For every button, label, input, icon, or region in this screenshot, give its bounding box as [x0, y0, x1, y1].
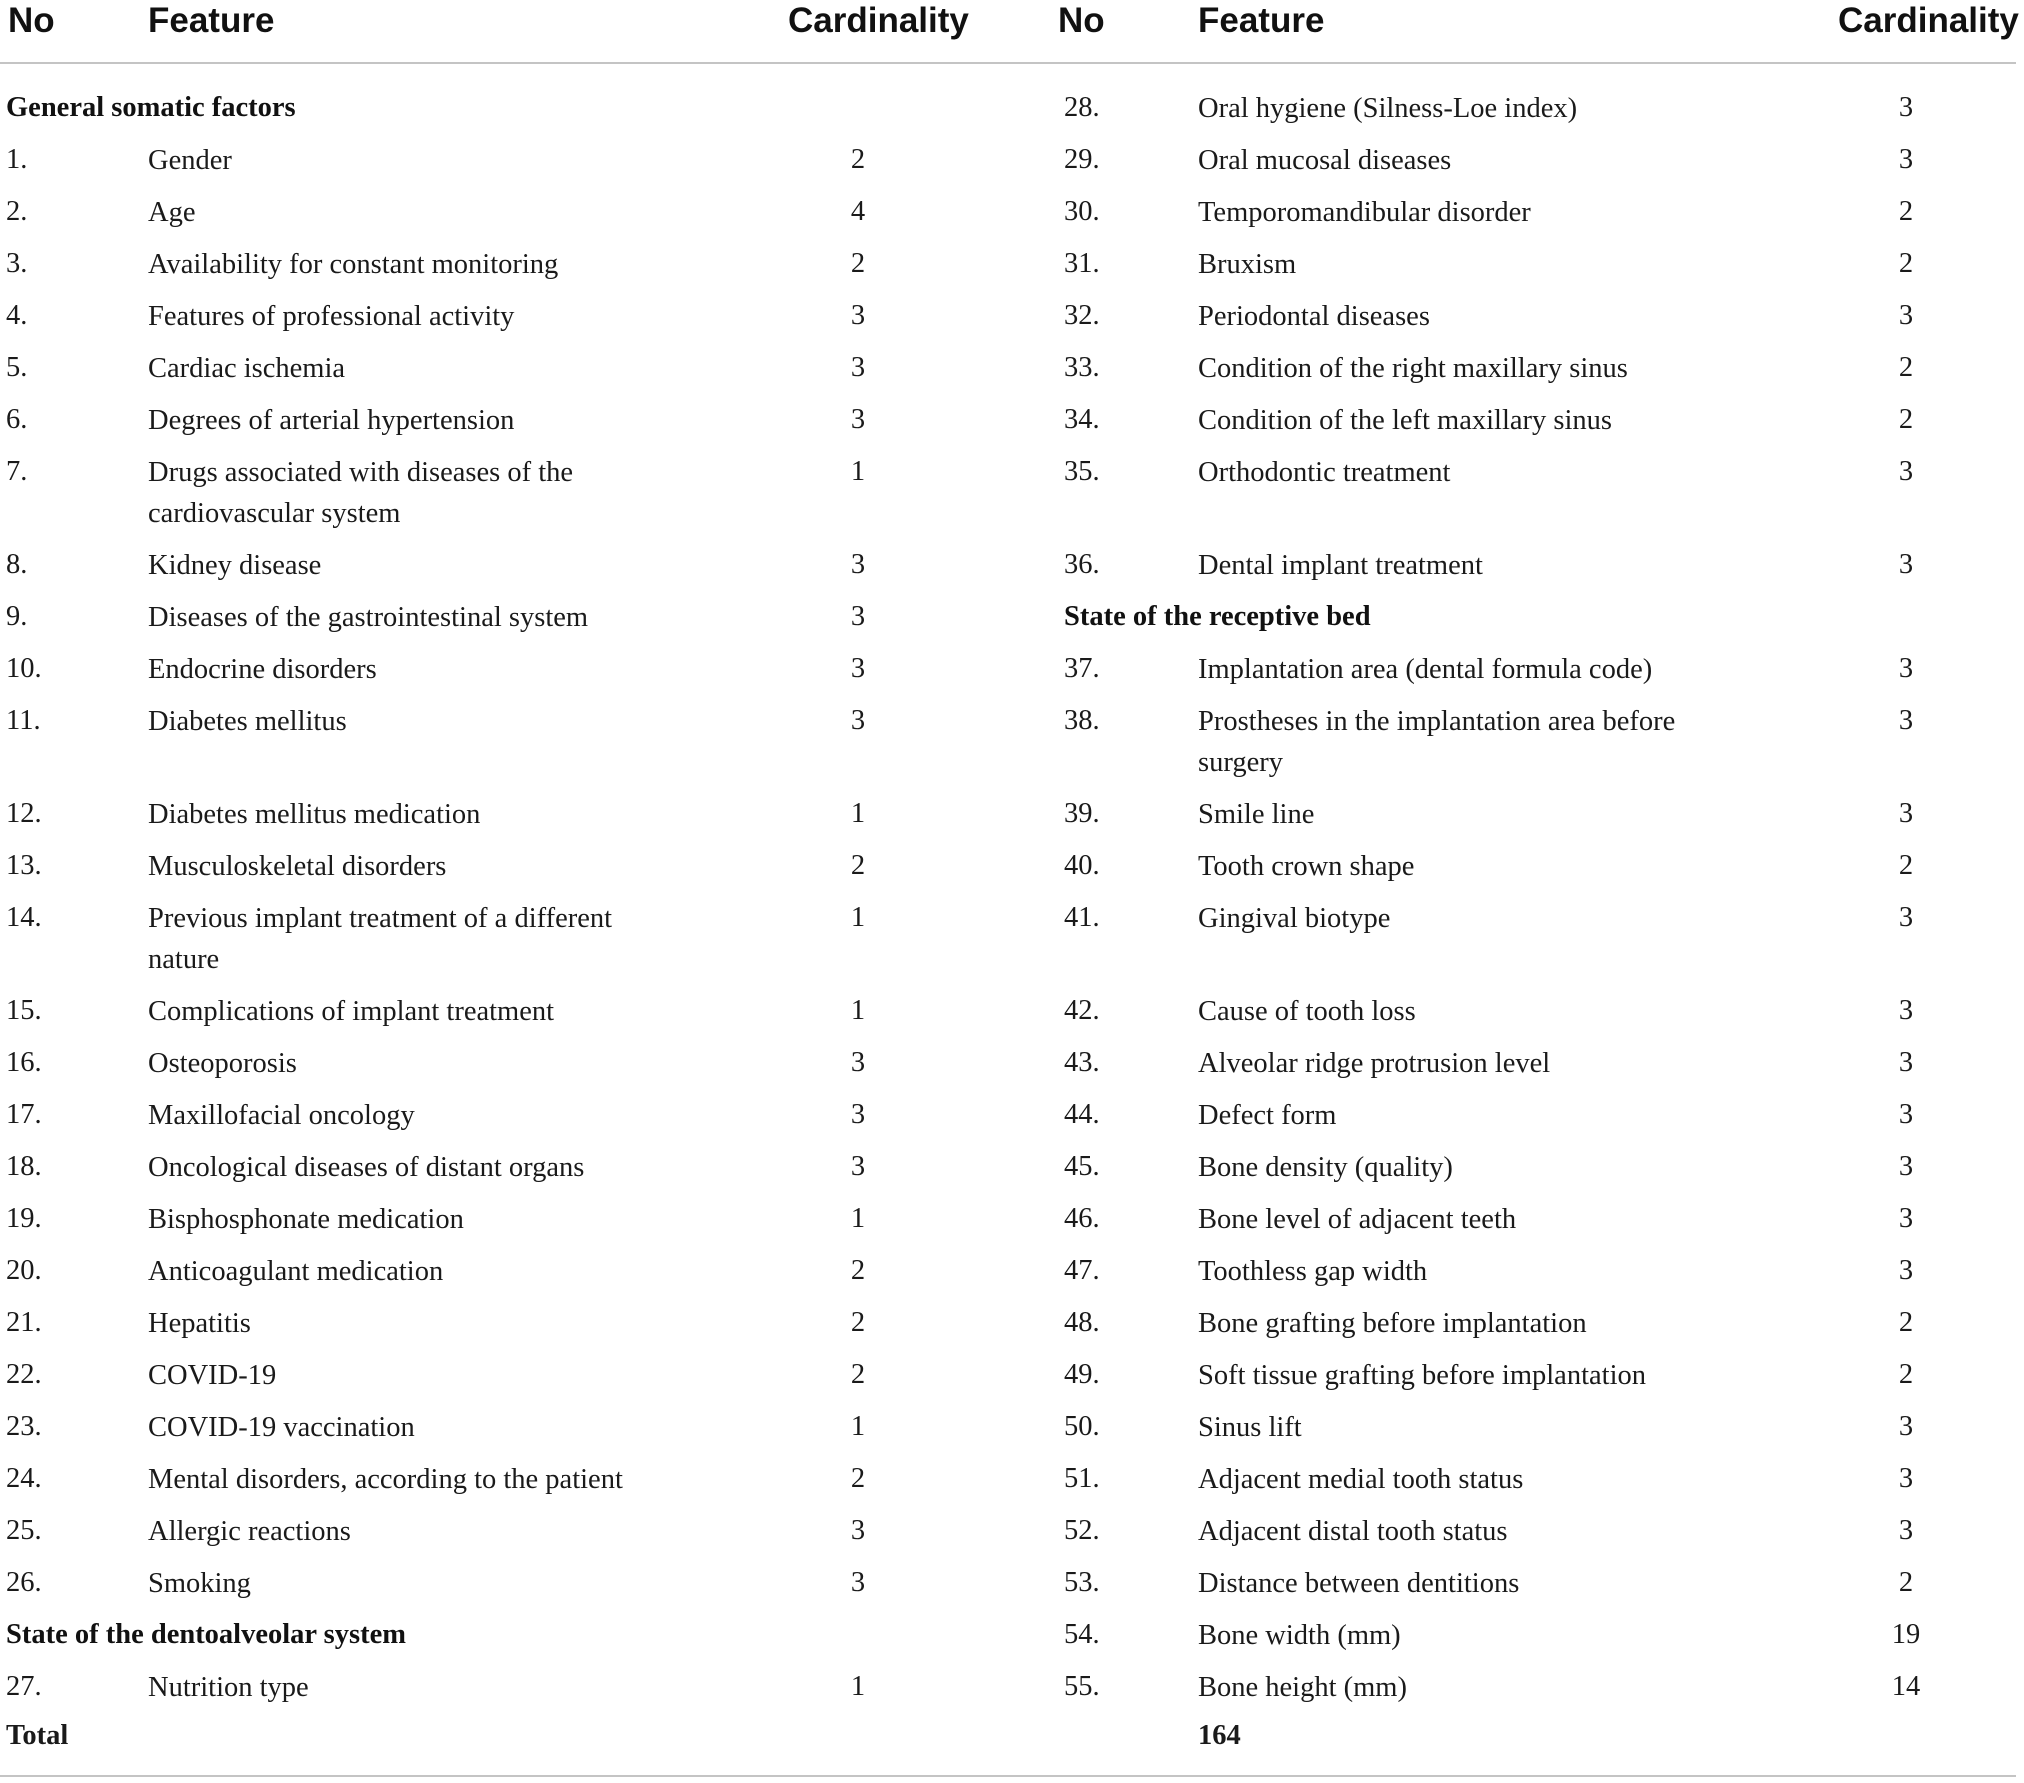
row-cardinality: 3	[850, 1515, 866, 1546]
row-number: 49.	[1064, 1359, 1100, 1390]
row-cardinality: 3	[850, 1047, 866, 1078]
row-feature: Maxillofacial oncology	[148, 1100, 415, 1131]
row-cardinality: 2	[850, 1359, 866, 1390]
row-number: 9.	[6, 601, 28, 632]
header-no-right: No	[1058, 1, 1105, 40]
row-feature: Orthodontic treatment	[1198, 457, 1451, 488]
bottom-rule	[0, 1775, 2016, 1777]
total-value: 164	[1198, 1720, 1241, 1751]
row-cardinality: 1	[850, 995, 866, 1026]
row-feature: Sinus lift	[1198, 1412, 1302, 1443]
row-cardinality: 2	[850, 144, 866, 175]
row-feature: Allergic reactions	[148, 1516, 351, 1547]
row-feature: Complications of implant treatment	[148, 996, 555, 1027]
row-number: 37.	[1064, 653, 1100, 684]
row-cardinality: 3	[1898, 92, 1914, 123]
row-feature: Drugs associated with diseases of the cardiovascular system	[148, 457, 574, 529]
row-number: 50.	[1064, 1411, 1100, 1442]
row-feature: Smoking	[148, 1568, 251, 1599]
row-number: 44.	[1064, 1099, 1100, 1130]
row-cardinality: 3	[1898, 1047, 1914, 1078]
row-feature: Musculoskeletal disorders	[148, 851, 447, 882]
row-feature: Diabetes mellitus medication	[148, 799, 481, 830]
section-heading: State of the receptive bed	[1064, 601, 1371, 632]
row-feature: Gingival biotype	[1198, 903, 1391, 934]
row-number: 31.	[1064, 248, 1100, 279]
row-feature: Dental implant treatment	[1198, 550, 1483, 581]
row-number: 48.	[1064, 1307, 1100, 1338]
row-feature: Diseases of the gastrointestinal system	[148, 602, 589, 633]
row-cardinality: 3	[1898, 300, 1914, 331]
row-cardinality: 1	[850, 1411, 866, 1442]
row-number: 51.	[1064, 1463, 1100, 1494]
row-cardinality: 2	[1898, 1359, 1914, 1390]
total-label: Total	[6, 1720, 69, 1751]
row-cardinality: 1	[850, 1671, 866, 1702]
row-number: 22.	[6, 1359, 42, 1390]
row-number: 11.	[6, 705, 41, 736]
row-number: 25.	[6, 1515, 42, 1546]
row-number: 1.	[6, 144, 28, 175]
row-cardinality: 2	[1898, 1307, 1914, 1338]
row-feature: Adjacent medial tooth status	[1198, 1464, 1524, 1495]
row-feature: Adjacent distal tooth status	[1198, 1516, 1508, 1547]
header-no-left: No	[8, 1, 55, 40]
row-feature: Smile line	[1198, 799, 1315, 830]
row-number: 27.	[6, 1671, 42, 1702]
row-cardinality: 3	[1898, 456, 1914, 487]
section-heading: General somatic factors	[6, 92, 296, 123]
row-feature: Bone grafting before implantation	[1198, 1308, 1587, 1339]
row-number: 38.	[1064, 705, 1100, 736]
row-cardinality: 3	[850, 705, 866, 736]
row-number: 6.	[6, 404, 28, 435]
row-cardinality: 2	[850, 1255, 866, 1286]
row-number: 36.	[1064, 549, 1100, 580]
row-cardinality: 2	[1898, 352, 1914, 383]
row-cardinality: 19	[1891, 1619, 1921, 1650]
row-number: 52.	[1064, 1515, 1100, 1546]
row-number: 2.	[6, 196, 28, 227]
row-feature: Condition of the right maxillary sinus	[1198, 353, 1628, 384]
row-cardinality: 3	[850, 601, 866, 632]
row-cardinality: 3	[1898, 549, 1914, 580]
row-feature: Oral mucosal diseases	[1198, 145, 1452, 176]
row-number: 3.	[6, 248, 28, 279]
row-feature: Oncological diseases of distant organs	[148, 1152, 585, 1183]
row-feature: Availability for constant monitoring	[148, 249, 559, 280]
row-cardinality: 1	[850, 456, 866, 487]
row-feature: Degrees of arterial hypertension	[148, 405, 515, 436]
row-number: 26.	[6, 1567, 42, 1598]
row-number: 13.	[6, 850, 42, 881]
row-feature: Anticoagulant medication	[148, 1256, 444, 1287]
row-number: 16.	[6, 1047, 42, 1078]
row-number: 5.	[6, 352, 28, 383]
header-feature-left: Feature	[148, 1, 275, 40]
row-number: 12.	[6, 798, 42, 829]
row-feature: Alveolar ridge protrusion level	[1198, 1048, 1551, 1079]
row-cardinality: 2	[1898, 248, 1914, 279]
row-feature: Bone level of adjacent teeth	[1198, 1204, 1517, 1235]
row-feature: Tooth crown shape	[1198, 851, 1415, 882]
row-cardinality: 3	[850, 1567, 866, 1598]
row-feature: Mental disorders, according to the patient	[148, 1464, 623, 1495]
row-feature: Bone density (quality)	[1198, 1152, 1453, 1183]
row-number: 32.	[1064, 300, 1100, 331]
header-feature-right: Feature	[1198, 1, 1325, 40]
row-feature: Age	[148, 197, 196, 228]
row-cardinality: 3	[850, 1151, 866, 1182]
row-cardinality: 3	[1898, 1203, 1914, 1234]
row-cardinality: 3	[1898, 653, 1914, 684]
row-feature: Periodontal diseases	[1198, 301, 1430, 332]
row-cardinality: 2	[1898, 850, 1914, 881]
row-cardinality: 3	[1898, 798, 1914, 829]
row-feature: Cause of tooth loss	[1198, 996, 1416, 1027]
row-cardinality: 3	[1898, 902, 1914, 933]
row-feature: Cardiac ischemia	[148, 353, 346, 384]
row-cardinality: 3	[1898, 1515, 1914, 1546]
row-feature: Oral hygiene (Silness-Loe index)	[1198, 93, 1578, 124]
row-cardinality: 2	[850, 248, 866, 279]
row-number: 35.	[1064, 456, 1100, 487]
row-feature: Hepatitis	[148, 1308, 251, 1339]
row-number: 46.	[1064, 1203, 1100, 1234]
row-feature: Defect form	[1198, 1100, 1337, 1131]
row-cardinality: 3	[850, 549, 866, 580]
row-number: 53.	[1064, 1567, 1100, 1598]
row-feature: Bisphosphonate medication	[148, 1204, 464, 1235]
row-number: 41.	[1064, 902, 1100, 933]
row-number: 14.	[6, 902, 42, 933]
row-number: 29.	[1064, 144, 1100, 175]
row-cardinality: 3	[850, 404, 866, 435]
row-number: 33.	[1064, 352, 1100, 383]
row-cardinality: 3	[1898, 144, 1914, 175]
row-feature: Previous implant treatment of a different nature	[148, 903, 613, 975]
row-feature: Gender	[148, 145, 232, 176]
header-cardinality-right: Cardinality	[1838, 1, 2019, 40]
row-feature: Nutrition type	[148, 1672, 309, 1703]
row-feature: Kidney disease	[148, 550, 322, 581]
row-feature: Diabetes mellitus	[148, 706, 347, 737]
row-number: 40.	[1064, 850, 1100, 881]
row-number: 39.	[1064, 798, 1100, 829]
row-number: 19.	[6, 1203, 42, 1234]
row-feature: Bruxism	[1198, 249, 1297, 280]
row-number: 34.	[1064, 404, 1100, 435]
row-feature: Bone height (mm)	[1198, 1672, 1407, 1703]
row-number: 43.	[1064, 1047, 1100, 1078]
row-cardinality: 3	[850, 653, 866, 684]
row-cardinality: 1	[850, 1203, 866, 1234]
header-cardinality-left: Cardinality	[788, 1, 969, 40]
row-number: 23.	[6, 1411, 42, 1442]
row-number: 15.	[6, 995, 42, 1026]
row-cardinality: 1	[850, 798, 866, 829]
row-cardinality: 2	[850, 1463, 866, 1494]
section-heading: State of the dentoalveolar system	[6, 1619, 406, 1650]
row-number: 47.	[1064, 1255, 1100, 1286]
row-number: 17.	[6, 1099, 42, 1130]
row-feature: Toothless gap width	[1198, 1256, 1428, 1287]
row-cardinality: 3	[1898, 1099, 1914, 1130]
row-cardinality: 3	[1898, 1463, 1914, 1494]
row-number: 24.	[6, 1463, 42, 1494]
row-cardinality: 3	[1898, 995, 1914, 1026]
row-cardinality: 3	[850, 300, 866, 331]
row-feature: COVID-19	[148, 1360, 277, 1391]
row-cardinality: 3	[850, 1099, 866, 1130]
row-feature: Osteoporosis	[148, 1048, 297, 1079]
row-number: 30.	[1064, 196, 1100, 227]
row-number: 45.	[1064, 1151, 1100, 1182]
row-cardinality: 3	[1898, 1151, 1914, 1182]
row-cardinality: 2	[1898, 1567, 1914, 1598]
row-number: 10.	[6, 653, 42, 684]
row-feature: Endocrine disorders	[148, 654, 377, 685]
row-cardinality: 2	[1898, 404, 1914, 435]
row-feature: Temporomandibular disorder	[1198, 197, 1531, 228]
row-cardinality: 3	[1898, 1411, 1914, 1442]
row-feature: Bone width (mm)	[1198, 1620, 1401, 1651]
row-cardinality: 2	[850, 1307, 866, 1338]
row-number: 4.	[6, 300, 28, 331]
row-number: 54.	[1064, 1619, 1100, 1650]
row-number: 7.	[6, 456, 28, 487]
row-cardinality: 14	[1891, 1671, 1921, 1702]
row-cardinality: 3	[1898, 1255, 1914, 1286]
row-feature: Implantation area (dental formula code)	[1198, 654, 1653, 685]
row-cardinality: 4	[850, 196, 866, 227]
row-feature: Features of professional activity	[148, 301, 515, 332]
row-cardinality: 2	[1898, 196, 1914, 227]
row-number: 42.	[1064, 995, 1100, 1026]
row-number: 18.	[6, 1151, 42, 1182]
row-feature: Distance between dentitions	[1198, 1568, 1520, 1599]
header-rule	[0, 62, 2016, 64]
row-feature: COVID-19 vaccination	[148, 1412, 415, 1443]
row-cardinality: 3	[850, 352, 866, 383]
row-cardinality: 1	[850, 902, 866, 933]
row-feature: Soft tissue grafting before implantation	[1198, 1360, 1646, 1391]
row-cardinality: 2	[850, 850, 866, 881]
row-number: 8.	[6, 549, 28, 580]
row-cardinality: 3	[1898, 705, 1914, 736]
row-number: 55.	[1064, 1671, 1100, 1702]
row-number: 20.	[6, 1255, 42, 1286]
row-number: 28.	[1064, 92, 1100, 123]
row-feature: Prostheses in the implantation area before surgery	[1198, 706, 1676, 778]
row-feature: Condition of the left maxillary sinus	[1198, 405, 1612, 436]
row-number: 21.	[6, 1307, 42, 1338]
